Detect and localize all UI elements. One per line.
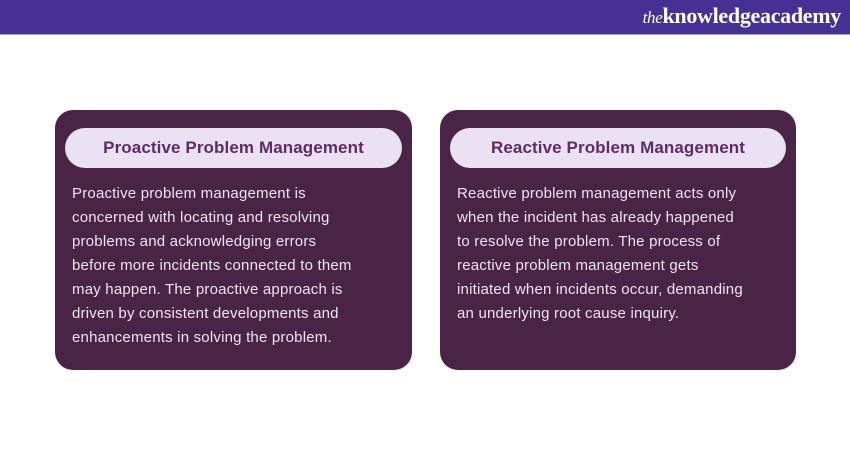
logo-word-academy: academy (760, 3, 841, 28)
reactive-problem-management-card (440, 110, 796, 370)
reactive-card-body: Reactive problem management acts only when the incident has already happened to resolve the problem. The process of reactive problem management gets initiated when incidents occur, demanding an underlying root cause inquiry. (457, 185, 743, 322)
reactive-card-title-pill (450, 128, 786, 168)
proactive-card-title-pill (65, 128, 402, 168)
header-bar (0, 0, 850, 35)
proactive-card-body: Proactive problem management is concerned with locating and resolving problems and acknowledging errors before more incidents connected to them may happen. The proactive approach is driven by consistent developments and enhancements in solving the problem. (72, 185, 352, 346)
logo-word-the: the (642, 8, 663, 27)
knowledge-academy-logo (643, 0, 841, 36)
proactive-problem-management-card (55, 110, 412, 370)
reactive-card-title: Reactive Problem Management (490, 138, 745, 157)
logo-word-knowledge: knowledge (662, 3, 760, 28)
proactive-card-title: Proactive Problem Management (103, 138, 364, 157)
